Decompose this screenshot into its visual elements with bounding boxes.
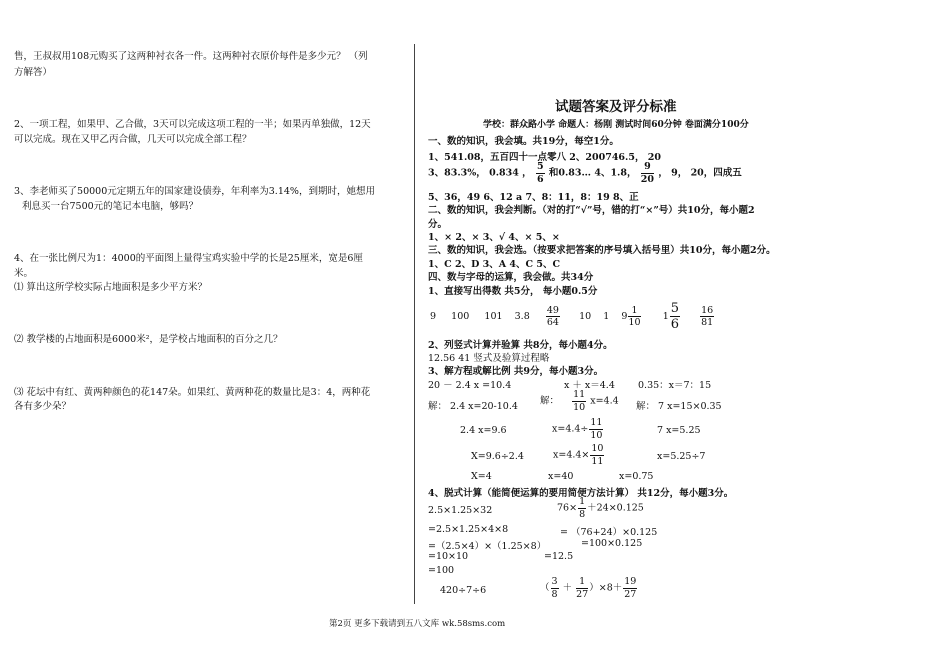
q4-sub1: ⑴ 算出这所学校实际占地面积是多少平方米？ xyxy=(14,282,208,293)
section2-heading-cont: 分。 xyxy=(428,219,448,230)
solution-1-step2: 2.4 x=9.6 xyxy=(460,425,507,436)
answer-subtitle: 学校：群众路小学 命题人：杨刚 测试时间60分钟 卷面满分100分 xyxy=(483,120,749,130)
fraction-numerator: 11 xyxy=(573,389,586,400)
answer-value: 100 xyxy=(451,311,470,322)
section1-row2 xyxy=(428,162,742,184)
q3-line2: 利息买一台7500元的笔记本电脑，够吗？ xyxy=(22,201,199,212)
fraction-denominator: 10 xyxy=(573,401,586,413)
calc-4-expression xyxy=(540,577,638,599)
calc-1-line4: =10×10 xyxy=(428,551,469,562)
calc-2-line4: =12.5 xyxy=(544,551,574,562)
fraction xyxy=(700,306,714,328)
q1-continuation-line2: 方解答） xyxy=(14,67,53,78)
section2-heading: 二、数的知识，我会判断。（对的打“√”号，错的打“×”号）共10分，每小题2 xyxy=(428,205,755,216)
fraction-numerator: 5 xyxy=(536,161,544,172)
calc-1-line2: =2.5×1.25×4×8 xyxy=(428,524,509,535)
section4-1-answers xyxy=(430,302,715,331)
solution-text: x=4.4× xyxy=(553,449,590,461)
fraction-denominator: 81 xyxy=(701,317,714,328)
solution-label: 解： xyxy=(540,395,560,407)
answer-title: 试题答案及评分标准 xyxy=(555,99,677,115)
fraction-numerator: 49 xyxy=(546,304,559,316)
fraction-denominator: 10 xyxy=(628,317,641,328)
fraction-numerator: 10 xyxy=(591,443,604,454)
fraction xyxy=(590,444,604,466)
fraction-denominator: 6 xyxy=(536,173,544,185)
fraction-numerator: 11 xyxy=(590,417,603,428)
answer-value: 10 xyxy=(579,311,592,322)
calc-3-expression: 420÷7÷6 xyxy=(440,585,487,596)
fraction-denominator: 6 xyxy=(670,317,680,332)
section3-answers: 1、C 2、D 3、A 4、C 5、C xyxy=(428,259,561,270)
calc-2-line3: =100×0.125 xyxy=(581,538,643,549)
fraction-numerator: 5 xyxy=(670,301,680,316)
section4-4-heading: 4、脱式计算（能简便运算的要用简便方法计算） 共12分，每小题3分。 xyxy=(428,488,734,499)
fraction-numerator: 1 xyxy=(628,306,640,318)
equation-3: 0.35：x＝7：15 xyxy=(638,380,712,391)
fraction-denominator: 8 xyxy=(551,588,558,600)
solution-text: x=4.4 xyxy=(590,395,619,407)
fraction xyxy=(623,577,637,599)
fraction xyxy=(641,162,654,184)
fraction xyxy=(578,497,586,519)
fraction-numerator: 3 xyxy=(551,576,558,587)
q4-sub2: ⑵ 教学楼的占地面积是6000米²，是学校占地面积的百分之几？ xyxy=(14,334,283,345)
s1-row2-text-c: ， 9， 20，四成五 xyxy=(658,167,742,179)
equation-2: x ＋ x＝4.4 xyxy=(564,380,615,391)
fraction-denominator: 10 xyxy=(590,429,603,441)
section1-heading: 一、数的知识，我会填。共19分，每空1分。 xyxy=(428,136,619,147)
fraction-denominator: 20 xyxy=(640,173,655,185)
q4-sub3-line1: ⑶ 花坛中有红、黄两种颜色的花147朵。如果红、黄两种花的数量比是3：4，两种花 xyxy=(14,387,371,398)
calc-2-line2: = （76+24）×0.125 xyxy=(560,527,658,538)
fraction-numerator: 1 xyxy=(576,577,588,589)
fraction-numerator: 1 xyxy=(579,496,586,507)
calc-1-line1: 2.5×1.25×32 xyxy=(428,505,493,516)
equation-1: 20 － 2.4 x =10.4 xyxy=(428,380,512,391)
solution-2-step2 xyxy=(552,418,604,440)
fraction xyxy=(572,390,586,412)
q1-continuation-line1: 售，王叔叔用108元购买了这两种衬衣各一件。这两种衬衣原价每件是多少元？ （列 xyxy=(14,51,368,62)
solution-1-step3: X=9.6÷2.4 xyxy=(471,451,524,462)
fraction xyxy=(536,162,545,184)
solution-text: x=4.4÷ xyxy=(552,423,589,435)
fraction-numerator: 19 xyxy=(624,576,637,587)
column-divider xyxy=(414,44,415,604)
fraction xyxy=(546,306,560,328)
q4-line2: 米。 xyxy=(14,268,34,279)
calc-text: ）×8＋ xyxy=(589,582,623,594)
solution-1-step1: 解： 2.4 x=20-10.4 xyxy=(428,401,518,412)
section4-2-answer: 12.56 41 竖式及验算过程略 xyxy=(428,353,550,364)
q4-sub3-line2: 各有多少朵？ xyxy=(14,401,72,412)
calc-text: ＋24×0.125 xyxy=(587,502,644,514)
calc-text: （ xyxy=(540,582,550,594)
section3-heading: 三、数的知识，我会选。（按要求把答案的序号填入括号里）共10分，每小题2分。 xyxy=(428,245,776,256)
fraction xyxy=(670,302,680,331)
fraction-denominator: 64 xyxy=(546,317,559,328)
answer-value: 1 xyxy=(603,311,610,322)
solution-2-step1 xyxy=(540,390,619,412)
solution-3-step2: 7 x=5.25 xyxy=(657,425,701,436)
solution-3-step1: 解： 7 x=15×0.35 xyxy=(636,401,722,412)
fraction-denominator: 27 xyxy=(624,588,637,600)
fraction-denominator: 27 xyxy=(576,588,589,600)
section4-heading: 四、数与字母的运算，我会做。共34分 xyxy=(428,272,594,283)
q3-line1: 3、李老师买了50000元定期五年的国家建设债券，年利率为3.14%，到期时，她想用 xyxy=(14,186,375,197)
fraction xyxy=(576,577,588,599)
solution-2-step3 xyxy=(553,444,605,466)
fraction-numerator: 16 xyxy=(701,304,714,316)
fraction xyxy=(551,577,559,599)
q2-line2: 可以完成。现在又甲乙丙合做，几天可以完成全部工程？ xyxy=(14,134,252,145)
section4-3-heading: 3、解方程或解比例 共9分，每小题3分。 xyxy=(428,366,604,377)
section1-row3: 5、36，49 6、12 a 7、8：11，8：19 8、正 xyxy=(428,192,639,203)
answer-value: 3.8 xyxy=(514,311,530,322)
answer-value: 1 xyxy=(662,311,669,322)
calc-text: ＋ xyxy=(562,582,573,594)
solution-2-result: x=40 xyxy=(548,471,574,482)
fraction-denominator: 11 xyxy=(591,455,604,467)
calc-text: 76× xyxy=(557,502,578,514)
section4-2-heading: 2、列竖式计算并验算 共8分，每小题4分。 xyxy=(428,340,613,351)
fraction xyxy=(628,306,640,328)
section4-1-heading: 1、直接写出得数 共5分， 每小题0.5分 xyxy=(428,286,598,297)
solution-3-step3: x=5.25÷7 xyxy=(657,451,706,462)
s1-row2-text-a: 3、83.3%， 0.834 ， xyxy=(428,167,532,179)
calc-1-line5: =100 xyxy=(428,565,455,576)
answer-value: 9 xyxy=(430,311,437,322)
page-footer: 第2页 更多下载请到五八文库 wk.58sms.com xyxy=(329,619,506,629)
section1-row1: 1、541.08，五百四十一点零八 2、200746.5， 20 xyxy=(428,152,661,163)
calc-1-line3: =（2.5×4）×（1.25×8） xyxy=(428,541,547,552)
answer-value: 9 xyxy=(621,311,628,322)
fraction xyxy=(589,418,603,440)
q4-line1: 4、在一张比例尺为1：4000的平面图上量得宝鸡实验中学的长是25厘米，宽是6厘 xyxy=(14,253,363,264)
section2-answers: 1、× 2、× 3、√ 4、× 5、× xyxy=(428,232,560,243)
q2-line1: 2、一项工程，如果甲、乙合做，3天可以完成这项工程的一半；如果丙单独做，12天 xyxy=(14,119,371,130)
calc-2-line1 xyxy=(557,497,644,519)
solution-1-result: X=4 xyxy=(471,471,492,482)
solution-3-result: x=0.75 xyxy=(619,471,654,482)
s1-row2-text-b: 和0.83… 4、1.8， xyxy=(548,167,637,179)
fraction-denominator: 8 xyxy=(579,508,586,520)
fraction-numerator: 9 xyxy=(641,162,654,174)
answer-value: 101 xyxy=(484,311,503,322)
